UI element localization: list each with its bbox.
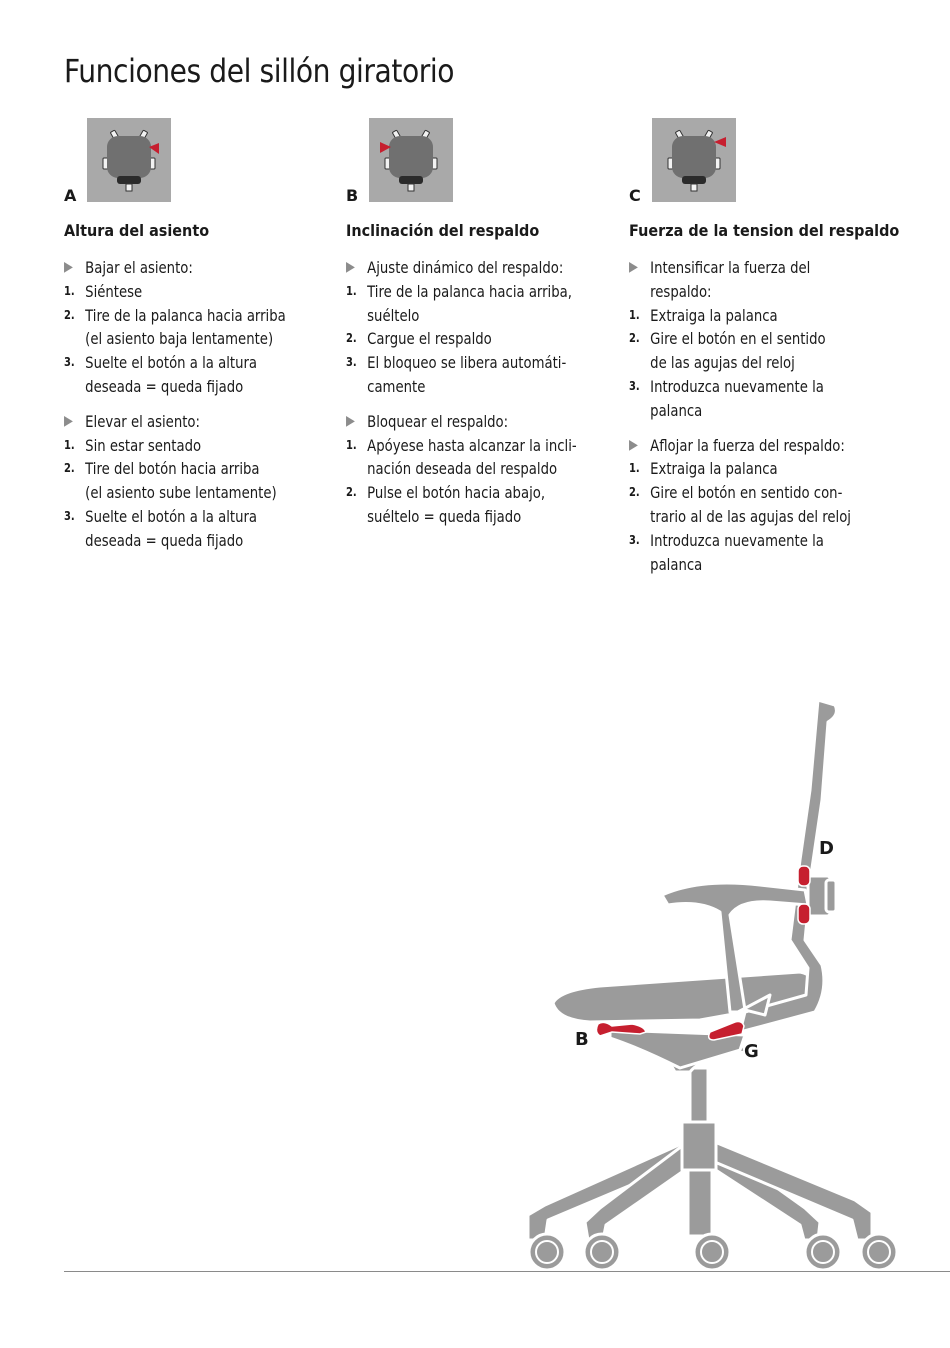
group-intro: Aflojar la fuerza del respaldo: xyxy=(650,435,845,455)
control-knob-d-top xyxy=(798,866,810,886)
step-number: 1. xyxy=(629,461,640,476)
step-number: 1. xyxy=(346,437,357,452)
step-text: Siéntese xyxy=(85,281,143,301)
section-heading: Altura del asiento xyxy=(64,221,210,240)
section-heading: Inclinación del respaldo xyxy=(346,221,540,240)
step-text: El bloqueo se libera automáti- xyxy=(367,353,567,373)
step-number: 1. xyxy=(346,283,357,298)
group-intro: respaldo: xyxy=(650,281,712,301)
step-text: Introduzca nuevamente la xyxy=(650,530,824,550)
step-number: 3. xyxy=(629,532,640,547)
step-text: Tire del botón hacia arriba xyxy=(85,459,260,479)
group-intro: Bajar el asiento: xyxy=(85,258,193,277)
step-text: trario al de las agujas del reloj xyxy=(650,506,851,526)
step-text: Gire el botón en sentido con- xyxy=(650,483,843,503)
step-number: 2. xyxy=(346,331,357,346)
seat-top-view-a xyxy=(87,118,171,202)
step-text: suéltelo xyxy=(367,305,420,325)
step-text: deseada = queda fijado xyxy=(85,530,244,550)
arrow-right-icon: ▶ xyxy=(346,412,355,429)
instruction-group-lower-seat xyxy=(64,256,364,399)
step-number: 3. xyxy=(64,355,75,370)
page-title: Funciones del sillón giratorio xyxy=(64,52,455,90)
step-text: Extraiga la palanca xyxy=(650,305,778,325)
step-text: Suelte el botón a la altura xyxy=(85,506,258,526)
callout-d: D xyxy=(819,838,834,859)
step-text: (el asiento sube lentamente) xyxy=(85,483,277,503)
section-letter: B xyxy=(346,186,359,205)
group-intro: Ajuste dinámico del respaldo: xyxy=(367,258,564,277)
arrow-right-icon: ▶ xyxy=(346,259,355,275)
section-letter: C xyxy=(629,186,641,205)
instruction-group-lock-backrest xyxy=(346,410,646,529)
step-text: Pulse el botón hacia abajo, xyxy=(367,483,546,503)
step-text: Extraiga la palanca xyxy=(650,459,778,479)
step-text: camente xyxy=(367,376,426,396)
instruction-group-dynamic-backrest xyxy=(346,256,646,399)
section-body xyxy=(346,256,646,540)
instruction-group-raise-seat xyxy=(64,410,364,553)
seat-top-view-c xyxy=(652,118,736,202)
step-text: de las agujas del reloj xyxy=(650,353,795,373)
step-text: Suelte el botón a la altura xyxy=(85,353,258,373)
step-number: 2. xyxy=(629,485,640,500)
step-number: 1. xyxy=(629,307,640,322)
seat-top-view-b xyxy=(369,118,453,202)
step-text: (el asiento baja lentamente) xyxy=(85,329,274,349)
arrow-right-icon: ▶ xyxy=(64,412,73,429)
step-text: Gire el botón en el sentido xyxy=(650,329,826,349)
footer-rule xyxy=(64,1271,950,1272)
group-intro: Bloquear el respaldo: xyxy=(367,411,509,431)
arrow-right-icon: ▶ xyxy=(64,259,73,275)
step-number: 3. xyxy=(629,378,640,393)
section-body xyxy=(629,256,929,587)
section-body xyxy=(64,256,364,564)
step-number: 3. xyxy=(64,508,75,523)
step-number: 2. xyxy=(64,461,75,476)
arrow-right-icon: ▶ xyxy=(629,436,638,453)
arrow-right-icon: ▶ xyxy=(629,259,638,275)
control-knob-d-bottom xyxy=(798,904,810,924)
step-text: deseada = queda fijado xyxy=(85,376,244,396)
step-text: suéltelo = queda fijado xyxy=(367,506,522,526)
group-intro: Intensificar la fuerza del xyxy=(650,258,811,277)
step-number: 2. xyxy=(64,307,75,322)
step-text: Sin estar sentado xyxy=(85,435,202,455)
step-text: Apóyese hasta alcanzar la incli- xyxy=(367,435,577,455)
callout-b: B xyxy=(575,1029,589,1050)
step-number: 1. xyxy=(64,283,75,298)
step-text: Tire de la palanca hacia arriba, xyxy=(367,281,572,301)
step-text: Introduzca nuevamente la xyxy=(650,376,824,396)
step-number: 2. xyxy=(629,331,640,346)
step-number: 1. xyxy=(64,437,75,452)
group-intro: Elevar el asiento: xyxy=(85,411,200,431)
instruction-group-decrease-tension xyxy=(629,434,929,577)
step-text: Cargue el respaldo xyxy=(367,329,492,349)
step-number: 3. xyxy=(346,355,357,370)
step-text: Tire de la palanca hacia arriba xyxy=(85,305,286,325)
instruction-group-increase-tension xyxy=(629,256,929,423)
callout-g: G xyxy=(744,1041,759,1062)
step-number: 2. xyxy=(346,485,357,500)
section-letter: A xyxy=(64,186,77,205)
step-text: palanca xyxy=(650,400,703,420)
step-text: nación deseada del respaldo xyxy=(367,459,558,479)
step-text: palanca xyxy=(650,554,703,574)
chair-side-illustration xyxy=(500,680,940,1284)
section-heading: Fuerza de la tension del respaldo xyxy=(629,221,900,240)
